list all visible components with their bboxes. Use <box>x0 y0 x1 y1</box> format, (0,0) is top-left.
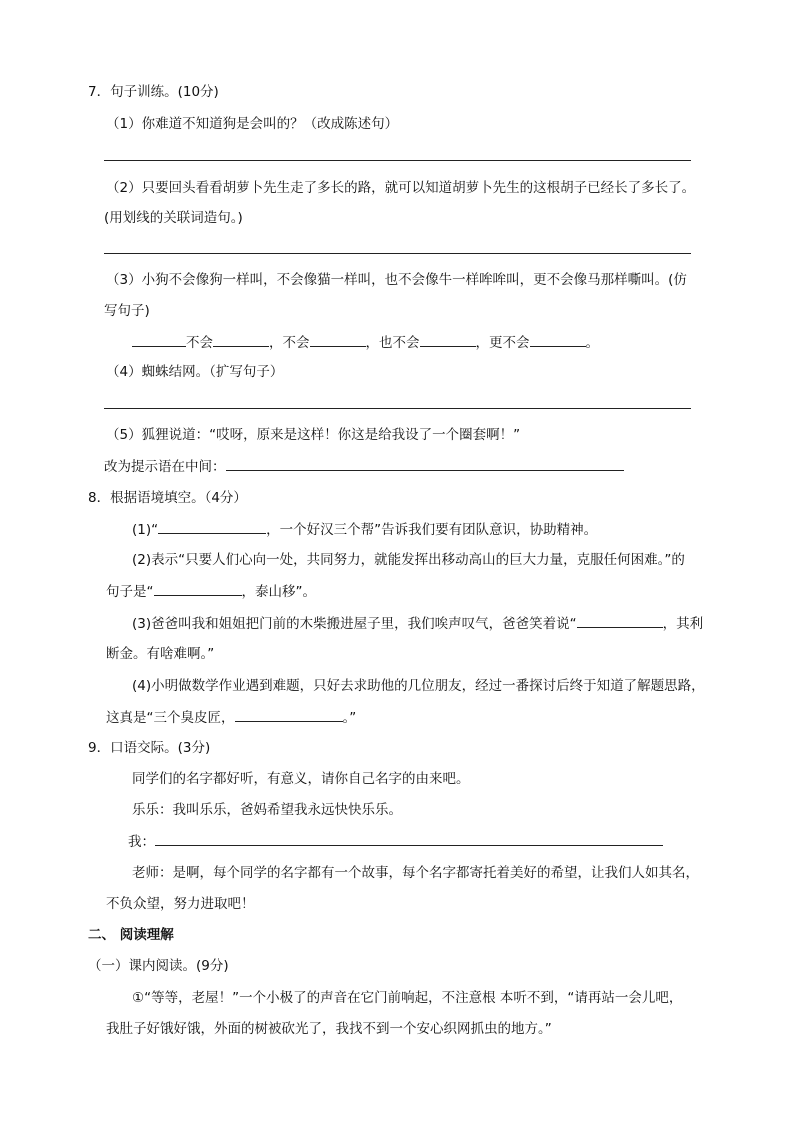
q7-s1-answer-line[interactable] <box>104 160 691 161</box>
q7-s5: （5）狐狸说道：“哎呀，原来是这样！你这是给我设了一个圈套啊！” <box>106 427 521 443</box>
q7-s3-template <box>132 333 599 352</box>
section2-title: 二、 阅读理解 <box>88 927 174 943</box>
q9-line-5: 不负众望，努力进取吧！ <box>106 896 255 912</box>
q8-item-1 <box>132 520 597 539</box>
section2-subtitle: （一）课内阅读。(9分) <box>88 958 229 974</box>
q9-line-1: 同学们的名字都好听，有意义，请你自己名字的由来吧。 <box>132 771 470 787</box>
q8-i2-lead: 句子是“ <box>106 584 154 600</box>
q7-s1: （1）你难道不知道狗是会叫的？（改成陈述句） <box>106 116 399 132</box>
q7-s2a: （2）只要回头看看胡萝卜先生走了多长的路，就可以知道胡萝卜先生的这根胡子已经长了多长了。 <box>106 180 696 196</box>
q7-s3-blank-5[interactable] <box>530 333 586 347</box>
q9-answer-line[interactable] <box>155 832 663 846</box>
q8-item-2b <box>106 582 316 601</box>
q8-item-2a: (2)表示“只要人们心向一处，共同努力，就能发挥出移动高山的巨大力量，克服任何困难。”的 <box>132 552 685 568</box>
q7-s3-text-2: ，不会 <box>269 335 310 351</box>
q9-line-4: 老师：是啊，每个同学的名字都有一个故事，每个名字都寄托着美好的希望，让我们人如其名， <box>132 865 699 881</box>
q7-s4-answer-line[interactable] <box>104 408 691 409</box>
q7-s3-text-4: ，更不会 <box>475 335 530 351</box>
q8-title: 8．根据语境填空。（4分） <box>88 490 247 506</box>
q9-me-label: 我： <box>128 834 155 850</box>
q8-i4-lead: 这真是“三个臭皮匠， <box>106 710 235 726</box>
q7-s2b: (用划线的关联词造句。) <box>104 210 243 226</box>
q8-i1-open: (1)“ <box>132 522 159 538</box>
q9-title: 9．口语交际。(3分) <box>88 740 211 756</box>
q8-i1-rest: ，一个好汉三个帮”告诉我们要有团队意识，协助精神。 <box>266 522 598 538</box>
q8-i2-blank[interactable] <box>154 582 242 596</box>
q7-s3-blank-2[interactable] <box>213 333 269 347</box>
q8-i1-blank[interactable] <box>158 520 266 534</box>
q8-i3-rest: ，其利 <box>662 616 704 632</box>
q7-s5b-label: 改为提示语在中间： <box>104 459 226 475</box>
q7-s5b <box>104 457 624 476</box>
q8-i4-rest: 。” <box>342 710 357 726</box>
q8-item-4a: (4)小明做数学作业遇到难题，只好去求助他的几位朋友，经过一番探讨后终于知道了解题思路， <box>132 678 705 694</box>
q7-s3-text-5: 。 <box>585 335 599 351</box>
q8-item-4b <box>106 708 356 727</box>
q8-i4-blank[interactable] <box>235 708 343 722</box>
q7-s3a: （3）小狗不会像狗一样叫，不会像猫一样叫，也不会像牛一样哞哞叫，更不会像马那样嘶叫。(仿 <box>106 272 687 288</box>
q7-title: 7．句子训练。(10分) <box>88 84 219 100</box>
q7-s3-blank-1[interactable] <box>132 333 186 347</box>
q7-s3-blank-3[interactable] <box>310 333 366 347</box>
q8-item-3b: 断金。有啥难啊。” <box>106 646 215 662</box>
q8-i2-rest: ，泰山移”。 <box>241 584 316 600</box>
q9-line-3 <box>128 832 663 851</box>
q8-i3-blank[interactable] <box>577 614 663 628</box>
q7-s4: （4）蜘蛛结网。（扩写句子） <box>106 364 284 380</box>
section2-paragraph-1a: ①“等等，老屋！”一个小极了的声音在它门前响起，不注意根 本听不到，“请再站一会儿吧， <box>132 990 683 1006</box>
q7-s3-blank-4[interactable] <box>420 333 476 347</box>
q9-line-2: 乐乐：我叫乐乐，爸妈希望我永远快快乐乐。 <box>132 802 402 818</box>
q8-i3-lead: (3)爸爸叫我和姐姐把门前的木柴搬进屋子里，我们唉声叹气，爸爸笑着说“ <box>132 616 577 632</box>
section2-paragraph-1b: 我肚子好饿好饿，外面的树被砍光了，我找不到一个安心织网抓虫的地方。” <box>106 1021 552 1037</box>
q8-item-3a <box>132 614 703 633</box>
q7-s2-answer-line[interactable] <box>104 253 691 254</box>
q7-s3-text-1: 不会 <box>186 335 213 351</box>
q7-s3b: 写句子) <box>104 303 150 319</box>
q7-s5-answer-line[interactable] <box>226 457 624 471</box>
q7-s3-text-3: ，也不会 <box>365 335 420 351</box>
